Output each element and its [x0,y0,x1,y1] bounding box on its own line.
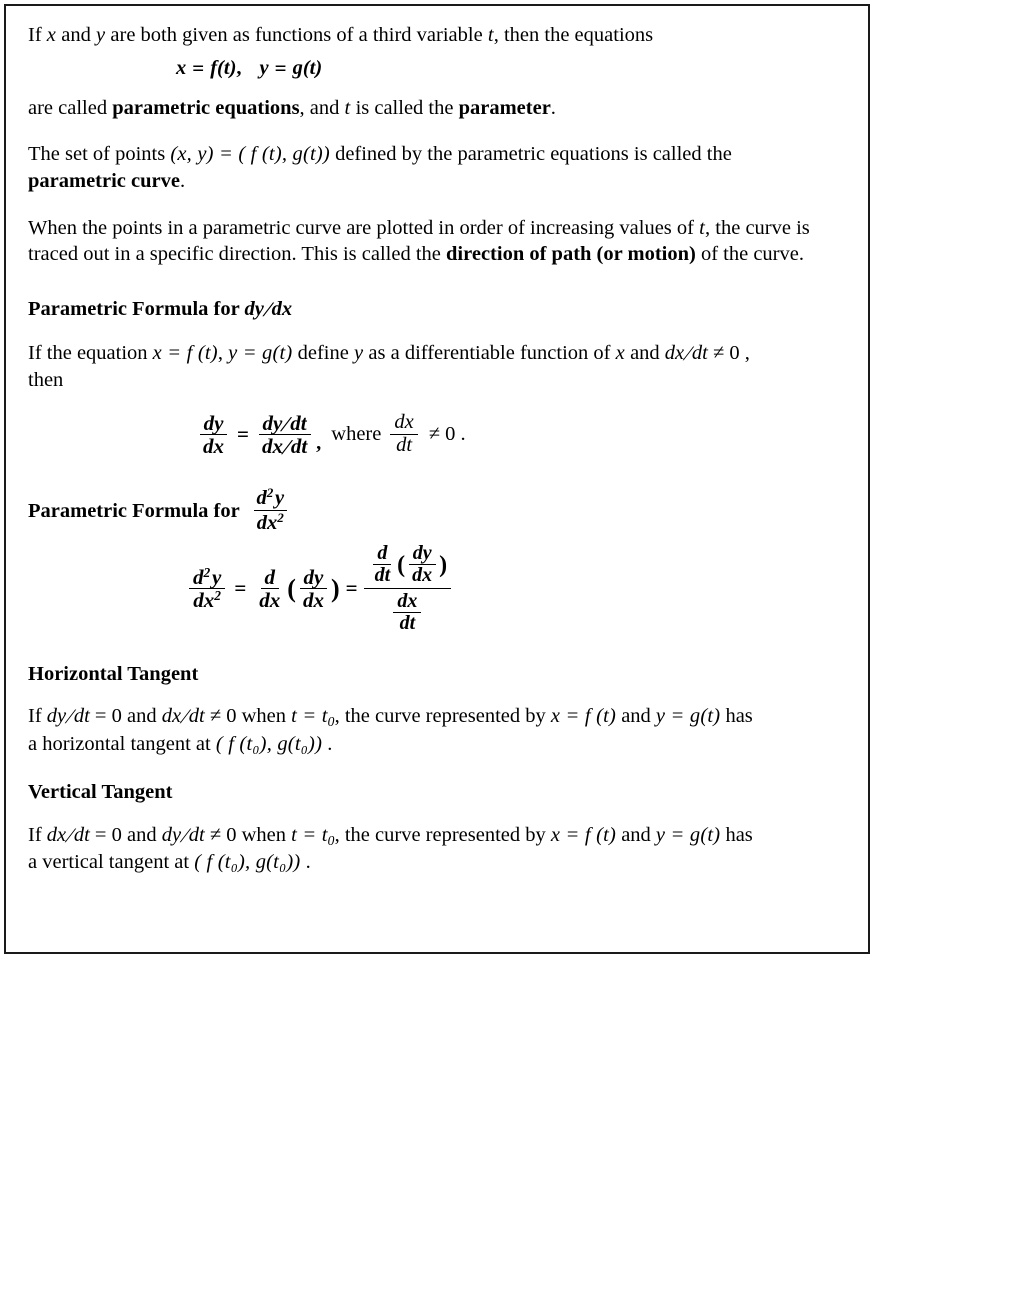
intro-text-a: If [28,24,47,46]
vt-cond1-den: dt [73,823,90,846]
d2y-big-num-ddt [371,543,395,586]
heading-d2y-fraction [254,486,288,534]
d2y-big-num-d: d [373,543,391,565]
vt-period: . [300,851,311,874]
heading-d2y-den-sup: 2 [277,509,284,525]
eq-comma: , [236,56,242,79]
dydx-lhs-den: dx [203,434,224,459]
d2y-lhs-num-y: y [211,565,222,590]
heading-parametric-formula-dydx [28,296,846,323]
vt-t-eq-text: t = t [291,823,328,846]
called-text-b: , and [299,96,345,119]
called-text-c: is called the [350,96,459,119]
vt-text-a: If [28,823,47,846]
term-parameter: parameter [458,96,551,119]
vt-and-1: and [121,823,162,846]
ht-text-a: If [28,705,47,728]
var-t-3: t [699,216,706,239]
dydx-where-label: where [331,423,382,446]
heading-vertical-tangent-text: Vertical Tangent [28,781,173,804]
dydx-rhs-den: dx/dt [261,434,308,460]
d2y-operator-fraction [255,566,284,612]
dydx-intro-x: x [615,342,625,365]
points-text-b: defined by the parametric equations is called the [329,143,732,166]
d2y-lhs-num [189,566,225,589]
vt-when: when [236,823,292,846]
var-t-2: t [344,96,351,119]
horizontal-tangent-paragraph [28,703,846,757]
note-box [4,4,870,954]
heading-dydx-denominator: dx [271,297,293,320]
eq-f-arg: (t) [217,56,237,79]
vt-cond1-tail: = 0 [89,823,122,846]
var-y: y [95,24,106,46]
heading-parametric-formula-d2ydx2 [28,487,846,535]
d2y-lhs-fraction [189,566,225,612]
dydx-intro-b: define [292,342,354,365]
heading-d2y-num-sup: 2 [266,485,274,501]
dydx-where-num: dx [390,412,417,435]
points-paragraph [28,141,846,194]
ht-eq2: y = g(t) [655,705,721,728]
vt-text-b: , the curve represented by [334,823,551,846]
d2y-open-paren: ( [287,573,296,603]
vt-eq2: y = g(t) [655,823,721,846]
var-x: x [46,24,57,46]
dydx-intro-d: and [624,342,665,365]
vt-cond1-num: dx [46,823,67,846]
dydx-where-tail: ≠ 0 . [428,423,466,446]
dydx-intro-a: If the equation [28,342,153,365]
dydx-rhs-den-b: dt [290,434,308,459]
vt-and-2: and [616,823,656,846]
d2y-operator-den: dx [259,588,281,613]
heading-d2y-num-y: y [275,487,285,510]
dydx-intro-paragraph [28,340,846,393]
dydx-equals: = [237,422,249,447]
dydx-rhs-num-b: dt [290,410,307,435]
dydx-where-den: dt [396,434,413,457]
vt-t-subscript: 0 [327,832,335,848]
vt-cond2-den: dt [188,823,205,846]
vt-cond1-fraction: dx/dt [46,823,90,847]
d2y-big-inner-fraction [408,543,436,586]
dydx-cond-den: dt [691,342,708,365]
ht-cond1-tail: = 0 [89,705,122,728]
ht-cond1-num: dy [46,705,67,728]
vertical-tangent-paragraph [28,822,846,876]
d2y-close-paren: ) [330,573,340,603]
vt-cond2-tail: ≠ 0 [204,823,237,846]
heading-d2y-num [254,486,288,510]
ht-period: . [322,732,333,755]
ht-eq1: x = f (t) [550,705,617,728]
ht-and-1: and [121,705,162,728]
ht-cond2-tail: ≠ 0 [204,705,237,728]
term-parametric-equations: parametric equations [112,96,300,119]
points-math: (x, y) = ( f (t), g(t)) [170,143,330,166]
vt-t-equals [291,824,334,846]
d2y-big-close-paren: ) [439,551,448,578]
d2y-big-inner-den: dx [412,564,433,587]
d2y-big-open-paren: ( [397,551,406,578]
dydx-intro-eq1: x = f (t) [152,342,218,365]
intro-line-2 [28,95,846,122]
d2y-big-den-fraction [393,591,421,634]
intro-text-b: and [56,24,96,46]
ht-point: ( f (t₀), g(t₀)) [215,732,323,755]
dydx-intro-then: then [28,369,64,392]
direction-paragraph [28,215,846,268]
heading-dydx-fraction: dy/dx [244,297,293,321]
ht-cond2-num: dx [161,705,182,728]
eq-y-lhs: y [259,56,269,79]
vt-eq1: x = f (t) [550,823,617,846]
d2y-inner-fraction [299,566,328,612]
heading-dydx-text: Parametric Formula for [28,297,245,320]
vt-cond2-fraction: dy/dt [161,823,205,847]
d2y-lhs-den-dx: dx [193,588,215,613]
ht-text-d: a horizontal tangent at [28,732,216,755]
d2y-equals-2: = [345,576,358,601]
d2y-big-denominator [390,589,424,634]
d2y-big-fraction [364,543,452,635]
intro-text-c: are both given as functions of a third variable [105,24,488,46]
called-text-d: . [550,96,556,119]
vt-point: ( f (t₀), g(t₀)) [194,851,301,874]
points-text-a: The set of points [28,143,171,166]
direction-text-b: , the curve is traced out in a specific direction. This is called the [28,216,810,266]
d2y-inner-num: dy [300,566,328,589]
dydx-intro-y: y [353,342,364,365]
eq-f: f [210,56,218,79]
d2y-big-den-dt: dt [399,612,416,635]
dydx-intro-c: as a differentiable function of [363,342,616,365]
d2y-lhs-num-sup: 2 [203,565,211,581]
d2y-lhs-den [189,589,225,611]
eq-g-arg: (t) [302,56,323,79]
direction-text-c: of the curve. [695,243,804,266]
d2y-big-den-dx: dx [393,591,421,613]
dydx-lhs-fraction [199,412,228,458]
vt-cond2-num: dy [161,823,182,846]
dydx-cond-rest: ≠ 0 , [707,342,750,365]
dydx-where-fraction [390,412,417,456]
term-parametric-curve: parametric curve [28,169,180,192]
dydx-lhs-num: dy [200,412,228,435]
heading-vertical-tangent [28,779,846,806]
heading-d2y-den [254,511,287,534]
eq-x-lhs: x [176,56,187,79]
direction-text-a: When the points in a parametric curve are plotted in order of increasing values of [28,216,700,239]
term-direction-of-path: direction of path (or motion) [446,243,696,266]
heading-dydx-numerator: dy [244,297,264,320]
d2y-big-num-dt: dt [374,564,391,587]
dydx-intro-eq2: y = g(t) [228,342,293,365]
points-text-c: . [179,169,186,192]
equation-parametric-definition [28,56,846,81]
d2y-inner-den: dx [302,588,324,613]
d2y-lhs-den-sup: 2 [214,588,222,604]
heading-d2y-text: Parametric Formula for [28,499,245,522]
dydx-rhs-num-a: dy [262,410,283,435]
var-t: t [487,24,494,46]
dydx-condition-fraction: dx/dt [664,342,708,366]
ht-cond2-fraction: dx/dt [161,705,205,729]
ht-text-b: , the curve represented by [334,705,551,728]
d2y-big-numerator [364,543,452,589]
called-text-a: are called [28,96,113,119]
ht-t-equals [291,705,335,730]
vt-text-d: a vertical tangent at [28,851,195,874]
note-content [6,6,868,876]
ht-cond1-den: dt [73,705,90,728]
dydx-intro-comma: , [217,342,229,365]
ht-cond2-den: dt [188,705,205,728]
intro-line-1 [28,22,846,49]
heading-d2y-num-d: d [256,487,267,510]
heading-d2y-den-dx: dx [256,511,278,534]
dydx-cond-num: dx [664,342,685,365]
d2y-lhs-num-d: d [193,565,204,590]
equation-d2ydx2-formula [28,543,846,635]
dydx-trailing-comma: , [316,432,322,455]
heading-horizontal-tangent-text: Horizontal Tangent [28,662,199,685]
eq-equals-1: = [192,55,205,80]
d2y-equals-1: = [234,576,247,601]
ht-when: when [236,705,292,728]
vt-text-c: has [720,823,753,846]
d2y-big-inner-num: dy [409,543,436,565]
intro-text-d: , then the equations [493,24,654,46]
d2y-operator-num: d [261,566,280,589]
ht-t-subscript: 0 [327,714,335,730]
dydx-rhs-num: dy/dt [259,412,311,435]
dydx-rhs-fraction [258,412,311,458]
dydx-rhs-den-a: dx [261,434,283,459]
eq-equals-2: = [274,55,287,80]
equation-dydx-formula [28,412,846,458]
eq-g: g [292,56,303,79]
ht-text-c: has [720,705,753,728]
heading-horizontal-tangent [28,661,846,688]
ht-and-2: and [616,705,656,728]
ht-t-eq-text: t = t [291,705,328,728]
ht-cond1-fraction: dy/dt [46,705,90,729]
